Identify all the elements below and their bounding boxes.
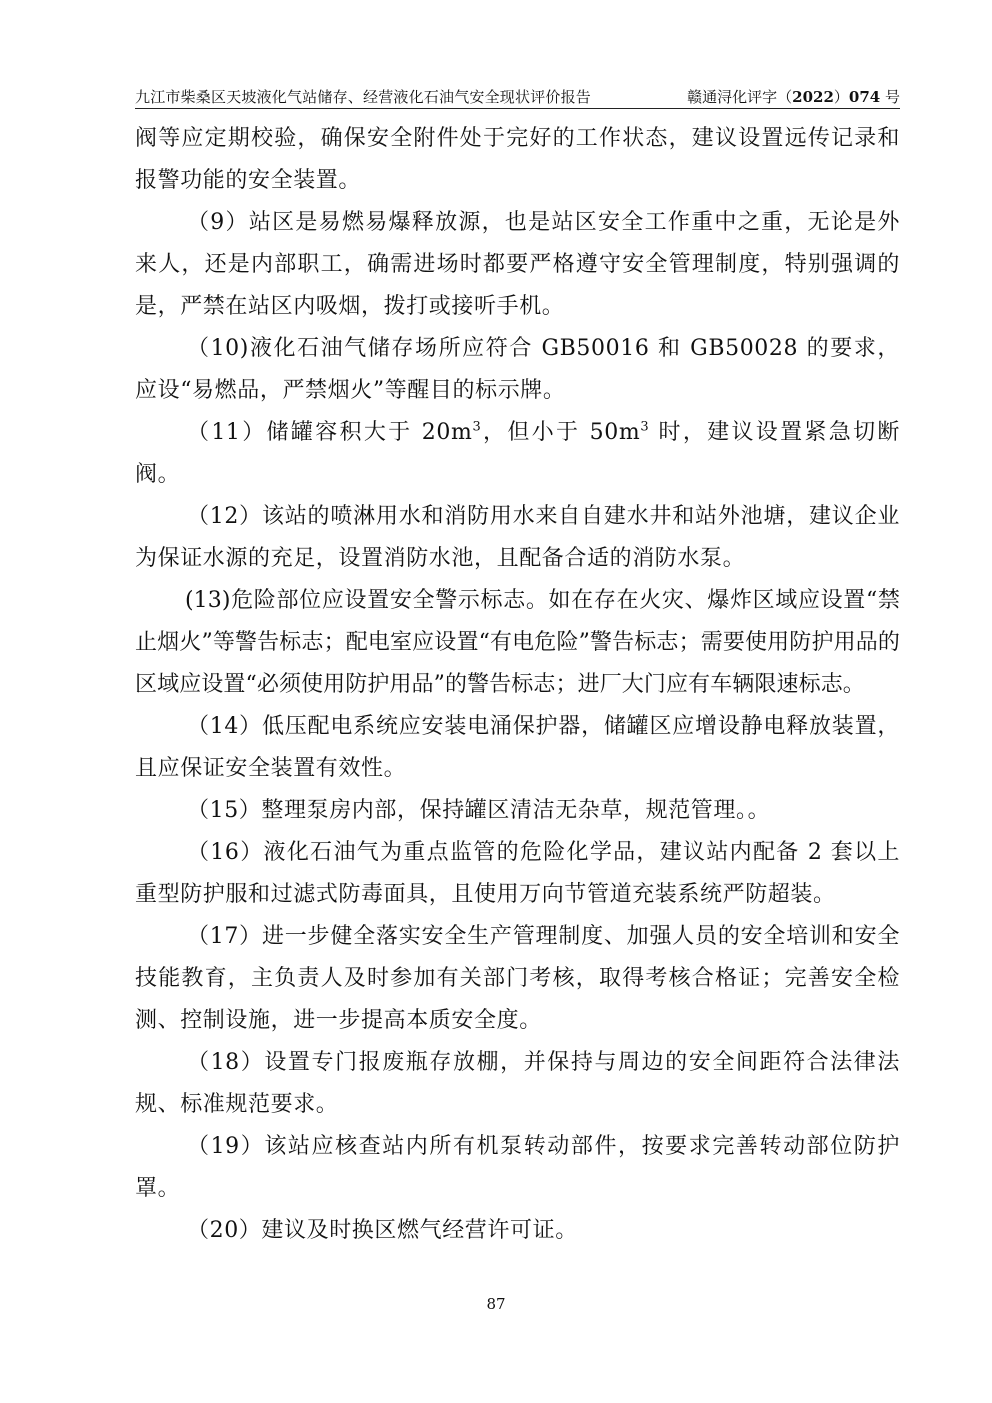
paragraph-item-19: （19）该站应核查站内所有机泵转动部件，按要求完善转动部位防护罩。 (135, 1134, 900, 1201)
paragraph-item-13: (13)危险部位应设置安全警示标志。如在存在火灾、爆炸区域应设置“禁止烟火”等警告标志；配电室应设置“有电危险”警告标志；需要使用防护用品的区域应设置“必须使用防护用品”的警告标志；进厂大门应有车辆限速标志。 (135, 588, 900, 697)
paragraph-item-16: （16）液化石油气为重点监管的危险化学品，建议站内配备 2 套以上重型防护服和过滤式防毒面具，且使用万向节管道充装系统严防超装。 (135, 840, 900, 907)
paragraph-item-17: （17）进一步健全落实安全生产管理制度、加强人员的安全培训和安全技能教育，主负责人及时参加有关部门考核，取得考核合格证；完善安全检测、控制设施，进一步提高本质安全度。 (135, 924, 900, 1033)
document-body (135, 118, 900, 1252)
paragraph-item-14: （14）低压配电系统应安装电涌保护器，储罐区应增设静电释放装置，且应保证安全装置有效性。 (135, 714, 900, 781)
paragraph-continued: 阀等应定期校验，确保安全附件处于完好的工作状态，建议设置远传记录和报警功能的安全装置。 (135, 126, 900, 193)
paragraph-item-12: （12）该站的喷淋用水和消防用水来自自建水井和站外池塘，建议企业为保证水源的充足，设置消防水池，且配备合适的消防水泵。 (135, 504, 900, 571)
document-number: 赣通浔化评字（2022）074 号 (687, 88, 900, 106)
paragraph-item-15: （15）整理泵房内部，保持罐区清洁无杂草，规范管理。。 (187, 798, 771, 823)
paragraph-item-9: （9）站区是易燃易爆释放源，也是站区安全工作重中之重，无论是外来人，还是内部职工，确需进场时都要严格遵守安全管理制度，特别强调的是，严禁在站区内吸烟，拨打或接听手机。 (135, 210, 900, 319)
paragraph-item-20: （20）建议及时换区燃气经营许可证。 (187, 1218, 578, 1243)
report-title: 九江市柴桑区天坡液化气站储存、经营液化石油气安全现状评价报告 (135, 88, 592, 106)
paragraph-item-11: （11）储罐容积大于 $20m^3$，但小于 $50m^3$ 时，建议设置紧急切断阀。 (135, 419, 900, 487)
page-number: 87 (486, 1295, 506, 1313)
page-header (135, 86, 900, 109)
paragraph-item-10: （10)液化石油气储存场所应符合 GB50016 和 GB50028 的要求，应设“易燃品，严禁烟火”等醒目的标示牌。 (135, 336, 900, 403)
paragraph-item-18: （18）设置专门报废瓶存放棚，并保持与周边的安全间距符合法律法规、标准规范要求。 (135, 1050, 900, 1117)
